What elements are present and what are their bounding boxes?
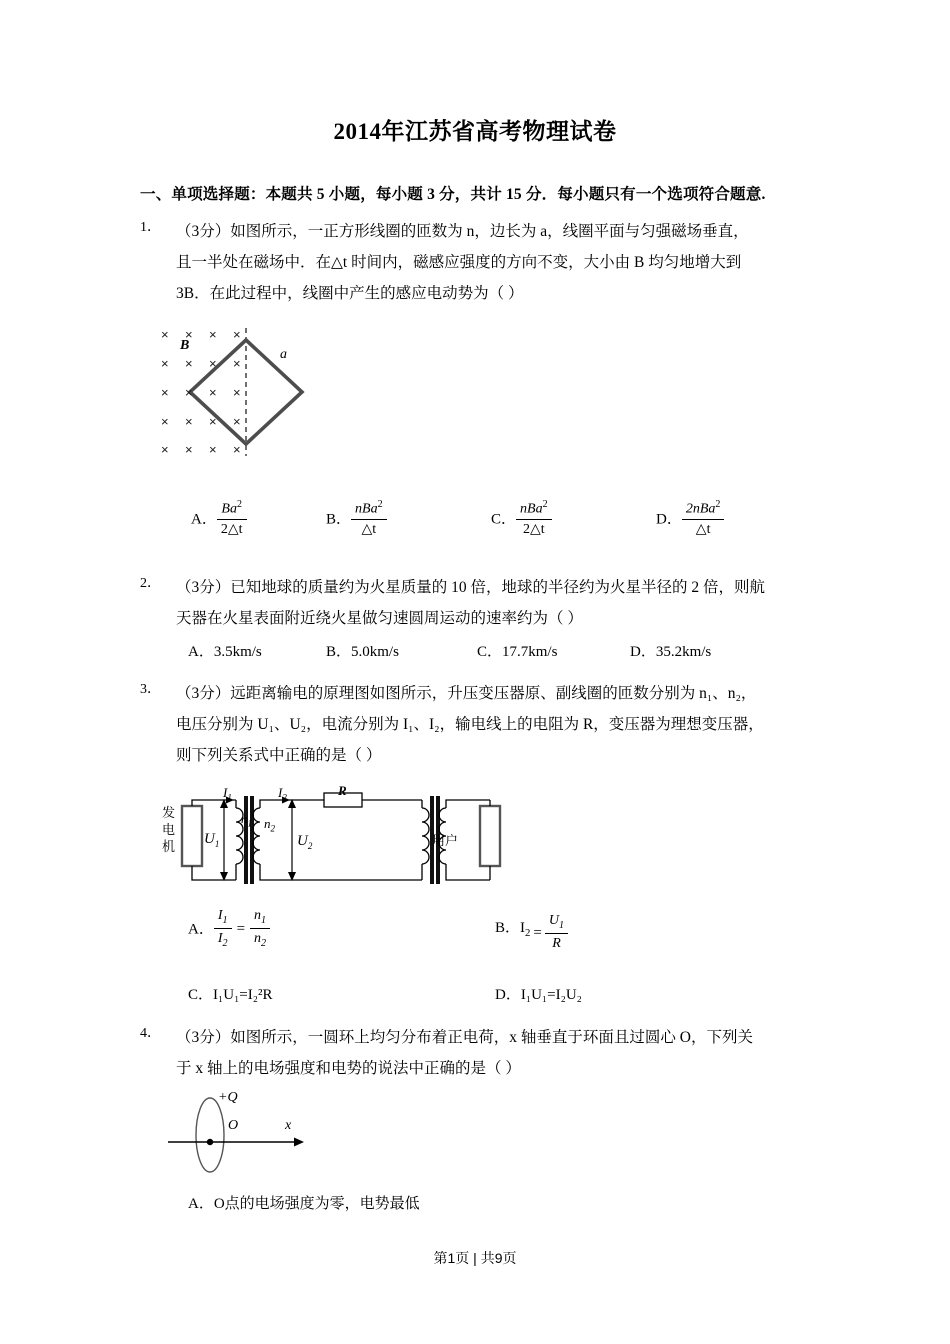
field-cross-icon: × (233, 414, 241, 429)
field-cross-icon: × (233, 442, 241, 457)
user-load-box (480, 806, 500, 866)
question-1-line-2: 且一半处在磁场中．在△t 时间内，磁感应强度的方向不变，大小由 B 均匀地增大到 (176, 254, 742, 271)
option-a-label: A． (188, 644, 214, 660)
question-3-option-d[interactable] (495, 983, 582, 1004)
center-o-label: O (228, 1118, 239, 1133)
question-3 (140, 678, 830, 771)
field-cross-icon: × (209, 327, 217, 342)
option-b-fraction (545, 912, 568, 953)
question-3-line-2: 电压分别为 U₁、U₂，电流分别为 I₁、I₂，输电线上的电阻为 R，变压器为理想变压器， (176, 716, 764, 733)
figure-power-transmission-circuit (160, 783, 510, 892)
generator-label: 发电机 (161, 805, 175, 854)
question-3-option-a[interactable] (188, 908, 270, 952)
question-1-option-c[interactable] (491, 500, 552, 540)
question-1-option-d[interactable] (656, 500, 724, 540)
option-c-label: C． (188, 987, 214, 1003)
option-d-label: D． (495, 987, 521, 1003)
question-2-line-1: （3分）已知地球的质量约为火星质量的 10 倍，地球的半径约为火星半径的 2 倍，则航 (176, 579, 766, 596)
field-cross-icon: × (233, 327, 241, 342)
option-a-left-fraction (214, 907, 232, 951)
option-b-text: 5.0km/s (351, 644, 399, 660)
option-c-text: 17.7km/s (502, 644, 558, 660)
option-b-label: B． (495, 919, 521, 936)
option-b-lhs (520, 919, 531, 939)
figure-3-svg (168, 1092, 328, 1178)
option-b-numerator: nBa (355, 501, 378, 517)
x-axis-label: x (285, 1118, 292, 1133)
page-footer: 第1页 | 共9页 (433, 1250, 517, 1266)
option-a-left-num: I (217, 908, 223, 923)
option-a-left-den: I (217, 931, 223, 947)
question-3-options (140, 908, 830, 1008)
option-a-right-den-sub: 2 (261, 938, 267, 950)
option-c-text: I₁U₁=I₂²R (213, 987, 273, 1003)
option-a-right-num: n (254, 908, 262, 923)
field-cross-icon: × (233, 385, 241, 400)
option-b-right-den: R (552, 936, 561, 952)
turns-n1-label: $n_1$ (241, 811, 252, 829)
question-1-options (140, 500, 830, 550)
figure-charged-ring-on-x-axis (168, 1092, 328, 1178)
option-d-numerator-exponent: 2 (715, 499, 721, 510)
question-2-option-c[interactable] (477, 640, 557, 661)
field-cross-icon: × (161, 385, 169, 400)
field-cross-icon: × (185, 414, 193, 429)
question-2-option-d[interactable] (630, 640, 711, 661)
option-a-label: A． (191, 511, 217, 528)
current-i2-label: $I_2$ (278, 785, 287, 803)
figure-square-coil-in-magnetic-field (158, 326, 333, 458)
charge-label: +Q (218, 1090, 238, 1105)
field-cross-icon: × (161, 356, 169, 371)
question-3-option-b[interactable] (495, 908, 568, 952)
ring-center-point (207, 1139, 213, 1145)
question-2-option-b[interactable] (326, 640, 399, 661)
question-4-number: 4． (140, 1026, 161, 1041)
question-2-option-a[interactable] (188, 640, 262, 661)
current-i1-label: $I_1$ (223, 785, 232, 803)
field-cross-icon: × (233, 356, 241, 371)
option-a-left-num-sub: 1 (222, 914, 228, 926)
question-2-options (140, 640, 830, 666)
magnetic-field-label: B (180, 338, 190, 353)
option-a-label: A． (188, 1196, 214, 1212)
option-b-numerator-exponent: 2 (377, 499, 383, 510)
option-b-right-num-sub: 1 (559, 919, 565, 931)
option-a-text: 3.5km/s (213, 644, 262, 660)
question-1-number: 1． (140, 220, 161, 235)
field-cross-icon: × (209, 356, 217, 371)
option-d-fraction (682, 499, 725, 539)
option-c-fraction (516, 499, 552, 539)
question-3-number: 3． (140, 682, 161, 697)
primary-bottom-wire (192, 866, 236, 880)
question-1-option-b[interactable] (326, 500, 387, 540)
option-d-denominator: △t (695, 522, 711, 538)
option-d-label: D． (630, 644, 656, 660)
option-b-equals: = (533, 924, 542, 941)
question-3-line-3: 则下列关系式中正确的是（ ） (176, 747, 382, 764)
voltage-u1-label: $U_1$ (204, 831, 220, 849)
option-a-right-den: n (254, 931, 262, 947)
option-c-denominator: 2△t (522, 522, 545, 538)
field-cross-icon: × (161, 327, 169, 342)
question-4-options (140, 1192, 830, 1222)
option-a-denominator: 2△t (220, 522, 243, 538)
option-b-fraction (351, 499, 387, 539)
question-4 (140, 1022, 830, 1084)
page-title: 2014年江苏省高考物理试卷 (333, 119, 617, 144)
option-b-label: B． (326, 644, 352, 660)
x-axis-arrowhead (294, 1138, 304, 1147)
field-cross-icon: × (185, 442, 193, 457)
option-c-label: C． (477, 644, 503, 660)
option-b-lhs-symbol: I (520, 919, 526, 936)
option-a-fraction (217, 499, 247, 539)
secondary-coil-n2 (253, 808, 260, 864)
field-cross-icon: × (185, 356, 193, 371)
question-2-line-2: 天器在火星表面附近绕火星做匀速圆周运动的速率约为（ ） (176, 610, 583, 627)
option-c-numerator: nBa (520, 501, 543, 517)
option-a-equals: = (236, 921, 246, 938)
option-c-numerator-exponent: 2 (542, 499, 548, 510)
option-d-numerator: 2nBa (685, 501, 716, 517)
option-d-text: I₁U₁=I₂U₂ (520, 987, 582, 1003)
option-a-label: A． (188, 921, 214, 938)
question-2-number: 2． (140, 576, 161, 591)
question-1-option-a[interactable] (191, 500, 247, 540)
option-b-right-num: U (548, 913, 560, 928)
question-4-option-a[interactable] (188, 1192, 420, 1213)
field-cross-icon: × (209, 385, 217, 400)
option-b-lhs-sub: 2 (525, 926, 531, 939)
option-d-label: D． (656, 511, 682, 528)
turns-n2-label: $n_2$ (264, 816, 275, 834)
option-c-label: C． (491, 511, 517, 528)
option-a-right-num-sub: 1 (261, 914, 267, 926)
option-a-numerator-exponent: 2 (236, 499, 242, 510)
option-d-text: 35.2km/s (655, 644, 712, 660)
option-b-denominator: △t (361, 522, 377, 538)
transformer-1-core-left (244, 796, 248, 884)
question-3-option-c[interactable] (188, 983, 273, 1004)
field-cross-icon: × (185, 327, 193, 342)
question-3-line-1: （3分）远距离输电的原理图如图所示，升压变压器原、副线圈的匝数分别为 n₁、n₂， (176, 685, 757, 702)
question-4-line-2: 于 x 轴上的电场强度和电势的说法中正确的是（ ） (176, 1060, 521, 1077)
field-cross-icon: × (209, 442, 217, 457)
section-heading: 一、单项选择题：本题共 5 小题，每小题 3 分，共计 15 分．每小题只有一个选项符合题意. (140, 186, 766, 203)
option-a-left-den-sub: 2 (222, 938, 228, 950)
question-1 (140, 216, 830, 309)
field-cross-icon: × (209, 414, 217, 429)
user-label: 用户 (432, 833, 459, 848)
option-a-numerator: Ba (221, 501, 237, 517)
voltage-u2-label: $U_2$ (297, 833, 313, 851)
option-a-text: O点的电场强度为零，电势最低 (213, 1196, 420, 1212)
field-cross-icon: × (161, 442, 169, 457)
generator-box (182, 806, 202, 866)
question-4-line-1: （3分）如图所示，一圆环上均匀分布着正电荷，x 轴垂直于环面且过圆心 O，下列关 (176, 1029, 753, 1046)
charged-ring-outline (196, 1098, 224, 1172)
field-cross-icon: × (185, 385, 193, 400)
question-1-line-3: 3B．在此过程中，线圈中产生的感应电动势为（ ） (176, 285, 524, 302)
question-2 (140, 572, 830, 634)
transformer-2-primary-coil (422, 808, 429, 864)
question-1-line-1: （3分）如图所示，一正方形线圈的匝数为 n，边长为 a，线圈平面与匀强磁场垂直， (176, 223, 749, 240)
side-length-label: a (280, 347, 287, 362)
transmission-bottom-wire (260, 864, 422, 880)
option-a-right-fraction (250, 907, 270, 951)
field-cross-icon: × (161, 414, 169, 429)
resistor-r-label: R (338, 783, 347, 798)
option-b-label: B． (326, 511, 352, 528)
